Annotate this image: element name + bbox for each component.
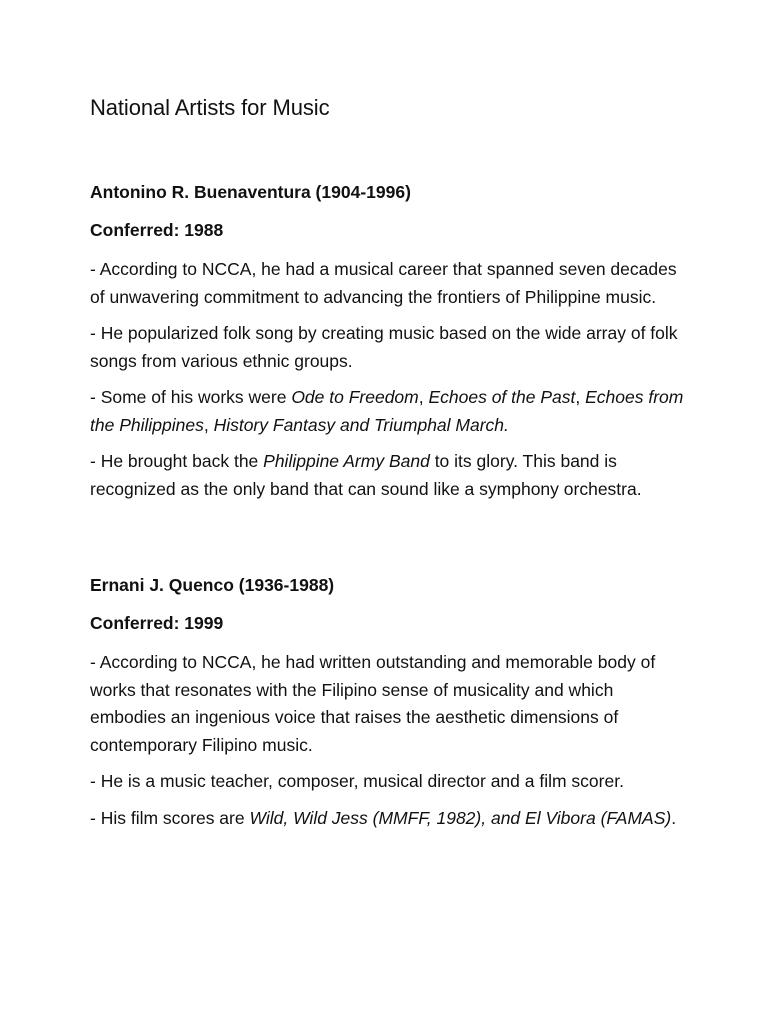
work-title: History Fantasy and Triumphal March (213, 414, 505, 435)
artist-paragraph: - He is a music teacher, composer, musical director and a film scorer. (90, 771, 624, 791)
work-title: Echoes from the Philippines (90, 387, 684, 435)
sentence-end: . (671, 807, 677, 828)
artist-section-buenaventura (90, 180, 688, 503)
artist-section-quenco (90, 573, 688, 832)
separator: , (418, 387, 429, 407)
artist-band-paragraph (90, 448, 688, 503)
artist-paragraph: - According to NCCA, he had written outstanding and memorable body of works that resonates with the Filipino sense of musicality and which embodies an ingenious voice that raises the aesthetic dimensions of contemporary Filipino music. (90, 652, 656, 755)
artist-name: Ernani J. Quenco (1936-1988) (90, 575, 335, 595)
sentence-end: . (504, 414, 509, 435)
separator: , (203, 414, 214, 435)
films-lead-text: - His film scores are (90, 807, 250, 828)
separator: , (575, 387, 586, 407)
artist-paragraph: - According to NCCA, he had a musical career that spanned seven decades of unwavering commitment to advancing the frontiers of Philippine music. (90, 259, 677, 307)
band-rest-text: to its glory. This band is recognized as the only band that can sound like a symphony orchestra. (90, 451, 642, 499)
artist-works-paragraph (90, 384, 688, 439)
conferred-year: Conferred: 1988 (90, 220, 224, 240)
artist-paragraph: - He popularized folk song by creating music based on the wide array of folk songs from various ethnic groups. (90, 323, 678, 371)
work-title: Echoes of the Past (428, 387, 576, 407)
work-title: Ode to Freedom (291, 387, 419, 407)
conferred-year: Conferred: 1999 (90, 613, 224, 633)
band-lead-text: - He brought back the (90, 451, 264, 471)
page-title: National Artists for Music (90, 95, 330, 120)
film-titles: Wild, Wild Jess (MMFF, 1982), and El Vibora (FAMAS) (249, 807, 672, 828)
artist-films-paragraph (90, 805, 688, 833)
works-lead-text: - Some of his works were (90, 387, 292, 407)
band-name: Philippine Army Band (263, 451, 430, 471)
artist-name: Antonino R. Buenaventura (1904-1996) (90, 182, 411, 202)
